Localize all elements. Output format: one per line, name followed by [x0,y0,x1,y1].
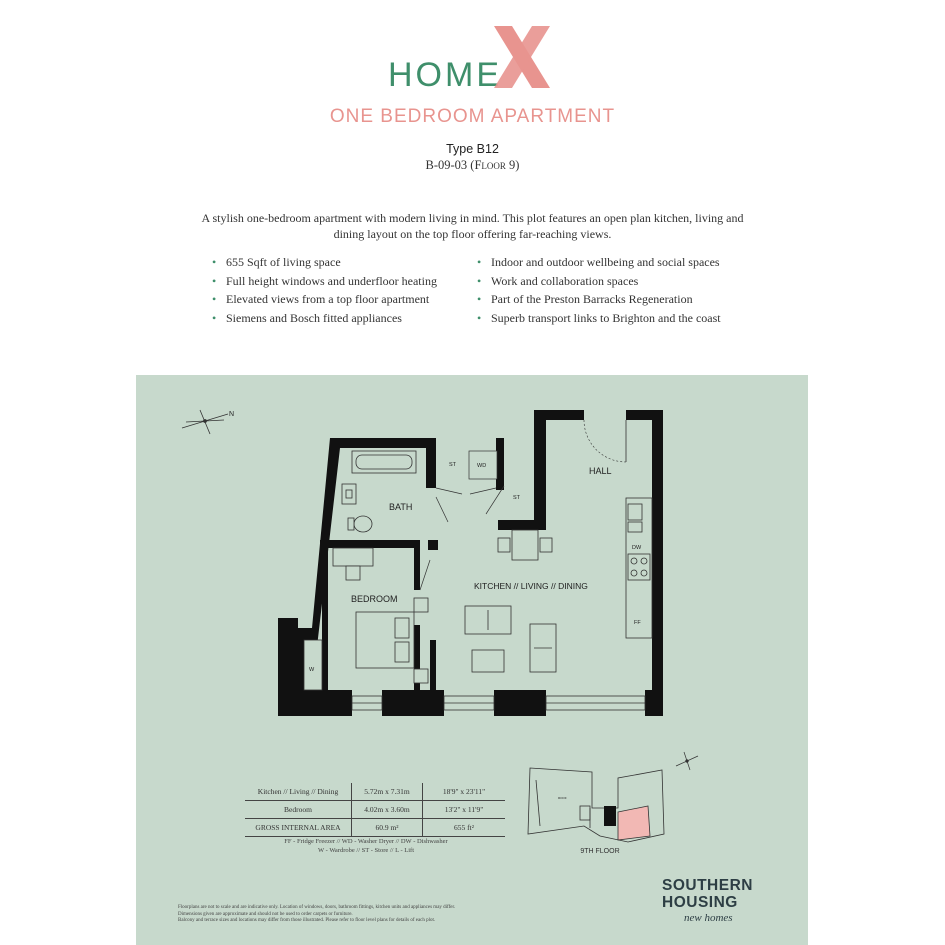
area-room: GROSS INTERNAL AREA [245,819,352,837]
keyplan-floor-label: 9TH FLOOR [580,848,620,855]
area-metric: 5.72m x 7.31m [352,783,423,801]
table-row [245,783,505,801]
feature-item: • Siemens and Bosch fitted appliances [212,309,472,328]
feature-item: • Part of the Preston Barracks Regeneration [477,290,747,309]
compass-icon [182,410,228,434]
disclaimer-line: Balcony and terrace sizes and locations may differ from those illustrated. Please refer to floor level plans for details of each plot. [178,918,436,924]
feature-item: • 655 Sqft of living space [212,253,472,272]
table-row [245,801,505,819]
label-washer-dryer: WD [477,463,487,469]
key-plan [528,768,664,842]
area-metric: 4.02m x 3.60m [352,801,423,819]
room-kitchen-living-dining: KITCHEN // LIVING // DINING [474,581,588,591]
label-store-1: ST [449,462,457,468]
disclaimer-line: Floorplans are not to scale and are indicative only. Location of windows, doors, bathroom fittings, kitchen units and appliances may differ. [178,905,456,910]
plot-number: B-09-03 (Floor 9) [425,158,520,172]
feature-item: • Superb transport links to Brighton and the coast [477,309,747,328]
area-metric: 60.9 m² [352,819,423,837]
area-room: Kitchen // Living // Dining [245,783,352,801]
area-room: Bedroom [245,801,352,819]
developer-name-line1: SOUTHERN [662,877,753,894]
dining-table [498,530,552,560]
legend-line: FF - Fridge Freezer // WD - Washer Dryer // DW - Dishwasher [284,838,448,845]
feature-item: • Full height windows and underfloor heating [212,272,472,291]
feature-item: • Work and collaboration spaces [477,272,747,291]
room-bedroom: BEDROOM [351,594,398,604]
room-bath: BATH [389,502,413,512]
area-imperial: 13'2" x 11'9" [423,801,506,819]
description: A stylish one-bedroom apartment with modern living in mind. This plot features an open plan kitchen, living and dining layout on the top floor offering far-reaching views. [201,211,744,241]
abbreviation-legend [245,837,487,855]
keyplan-roof-label: ROOF [558,796,567,800]
label-dishwasher: DW [632,545,642,551]
label-fridge-freezer: FF [634,620,641,626]
north-label: N [229,411,235,418]
disclaimer-line: Dimensions given are approximate and should not be used to order carpets or furniture. [178,911,353,917]
page-title: ONE BEDROOM APARTMENT [329,106,616,127]
developer-name-line2: HOUSING [662,894,738,911]
area-imperial: 655 ft² [423,819,506,837]
bath-fixtures [342,451,416,532]
developer-logo [662,877,772,911]
feature-item: • Indoor and outdoor wellbeing and social spaces [477,253,747,272]
living-furniture [465,606,556,672]
table-row [245,819,505,837]
developer-tagline: new homes [684,912,733,924]
logo-wordmark: HOME [388,56,502,94]
legend-line: W - Wardrobe // ST - Store // L - Lift [318,847,414,854]
keyplan-compass-icon [676,752,698,770]
label-wardrobe: W [309,667,315,673]
unit-type: Type B12 [446,142,499,156]
area-schedule [245,783,505,837]
feature-item: • Elevated views from a top floor apartment [212,290,472,309]
disclaimer [178,905,518,925]
label-store-2: ST [513,495,521,501]
area-imperial: 18'9" x 23'11" [423,783,506,801]
kitchen-units [626,498,652,638]
room-hall: HALL [589,466,612,476]
